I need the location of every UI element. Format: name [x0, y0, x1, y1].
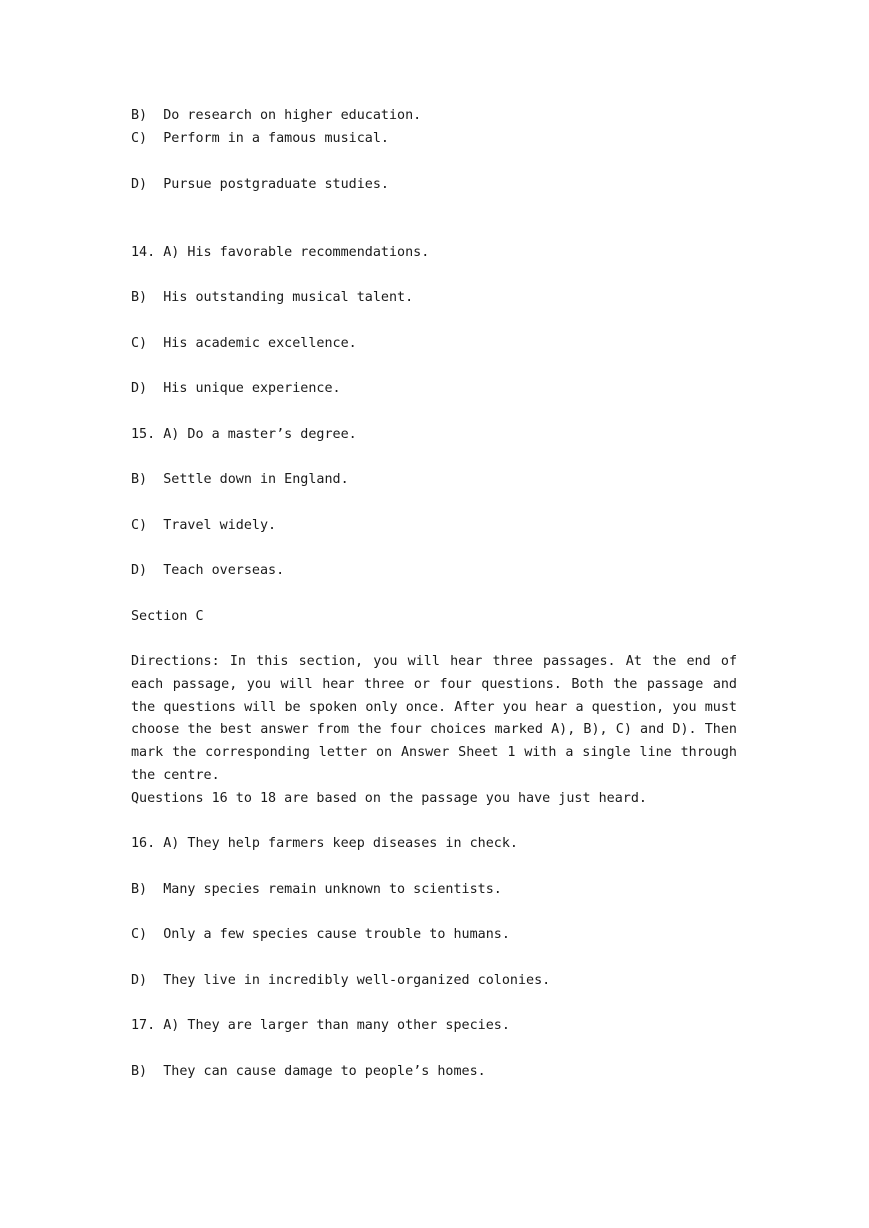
q14-option-c: C) His academic excellence. [131, 336, 357, 351]
q17-option-a: 17. A) They are larger than many other species. [131, 1018, 510, 1033]
q14-option-d: D) His unique experience. [131, 381, 341, 396]
q17-option-b: B) They can cause damage to people’s homes. [131, 1064, 486, 1079]
section-c-directions: Directions: In this section, you will hear three passages. At the end of each passage, you will hear three or four questions. Both the passage and the questions will be spoken only once. After you hear a question, you must choose the best answer from the four choices marked A), B), C) and D). Then mark the corresponding letter on Answer Sheet 1 with a single line through the centre. [131, 654, 737, 783]
q13-option-c: C) Perform in a famous musical. [131, 131, 389, 146]
q16-option-d: D) They live in incredibly well-organized colonies. [131, 973, 551, 988]
q15-option-c: C) Travel widely. [131, 518, 277, 533]
q15-option-b: B) Settle down in England. [131, 472, 349, 487]
q13-option-b: B) Do research on higher education. [131, 108, 422, 123]
section-c-heading: Section C [131, 609, 204, 624]
q14-option-a: 14. A) His favorable recommendations. [131, 245, 430, 260]
q15-option-a: 15. A) Do a master’s degree. [131, 427, 357, 442]
q14-option-b: B) His outstanding musical talent. [131, 290, 414, 305]
questions-16-18-intro: Questions 16 to 18 are based on the passage you have just heard. [131, 791, 647, 806]
q16-option-c: C) Only a few species cause trouble to humans. [131, 927, 510, 942]
q16-option-a: 16. A) They help farmers keep diseases in check. [131, 836, 518, 851]
q16-option-b: B) Many species remain unknown to scientists. [131, 882, 502, 897]
q13-option-d: D) Pursue postgraduate studies. [131, 177, 389, 192]
q15-option-d: D) Teach overseas. [131, 563, 285, 578]
